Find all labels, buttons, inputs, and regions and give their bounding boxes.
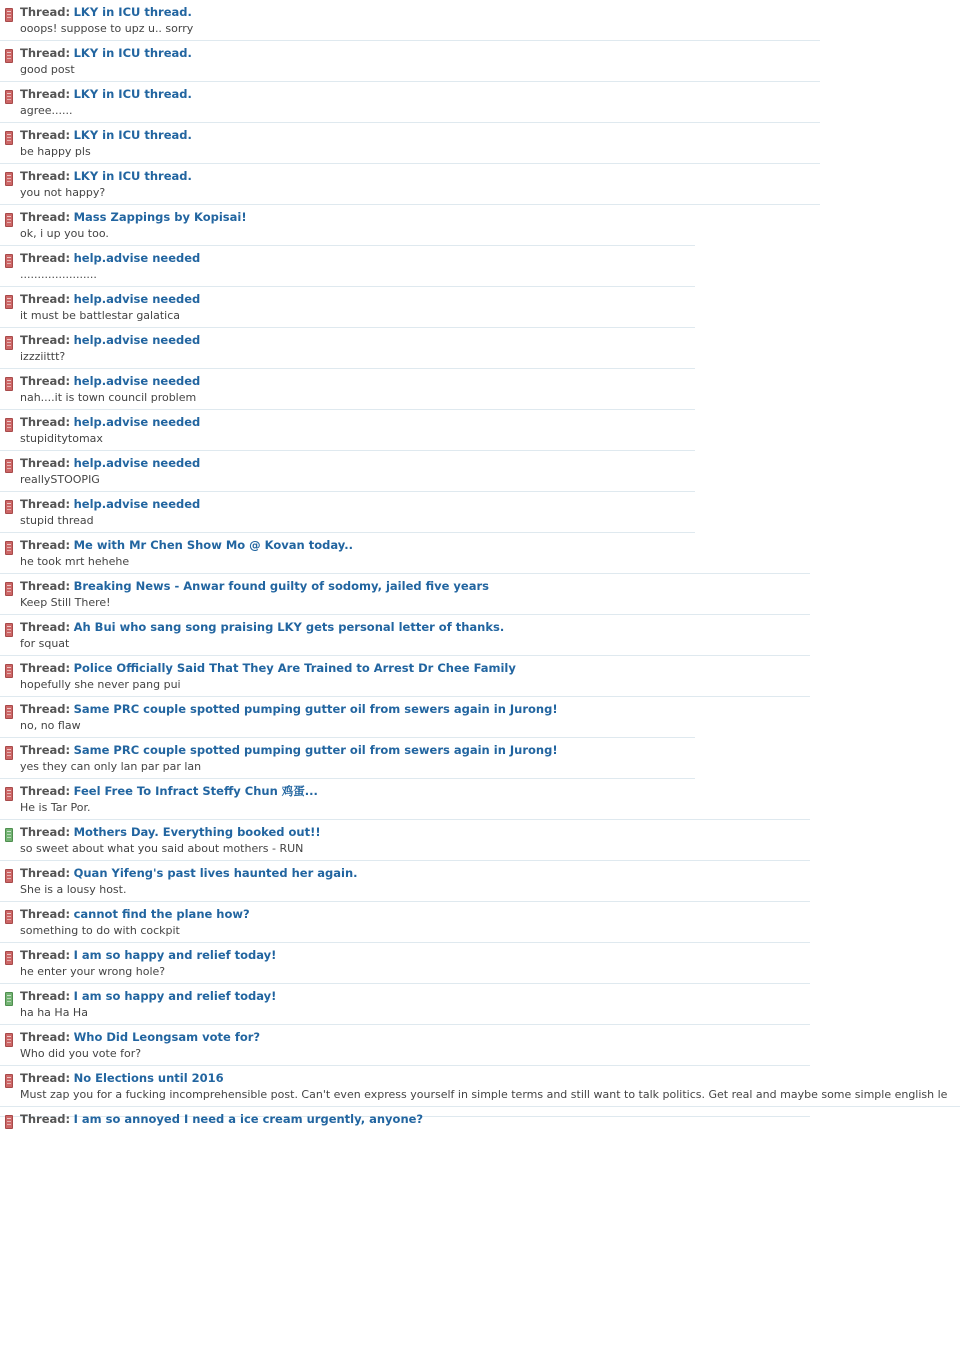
- thread-line: [20, 948, 804, 963]
- post-content: [0, 128, 820, 159]
- thread-line: [20, 907, 804, 922]
- post-content: [0, 825, 810, 856]
- post-content: [0, 661, 810, 692]
- post-row[interactable]: [0, 697, 695, 738]
- post-snippet-text: She is a lousy host.: [20, 883, 127, 896]
- post-content: [0, 1112, 810, 1127]
- thread-prefix-label: Thread:: [20, 251, 71, 265]
- thread-prefix-label: Thread:: [20, 46, 71, 60]
- thread-line: [20, 579, 804, 594]
- post-row[interactable]: [0, 246, 695, 287]
- thread-title-link[interactable]: help.advise needed: [73, 415, 201, 429]
- thread-prefix-label: Thread:: [20, 1112, 71, 1126]
- thread-prefix-label: Thread:: [20, 579, 71, 593]
- post-row[interactable]: [0, 492, 695, 533]
- post-row[interactable]: [0, 41, 820, 82]
- post-content: [0, 784, 810, 815]
- post-snippet-text: good post: [20, 63, 75, 76]
- post-row[interactable]: [0, 328, 695, 369]
- post-icon-cell: [0, 582, 18, 599]
- thread-prefix-label: Thread:: [20, 538, 71, 552]
- post-icon-cell: [0, 746, 18, 763]
- post-content: [0, 5, 820, 36]
- post-content: [0, 292, 695, 323]
- post-icon-cell: [0, 295, 18, 312]
- thread-prefix-label: Thread:: [20, 743, 71, 757]
- post-status-icon-red: [5, 295, 13, 309]
- thread-title-link[interactable]: help.advise needed: [73, 251, 201, 265]
- thread-line: [20, 87, 814, 102]
- post-snippet-text: reallySTOOPIG: [20, 473, 100, 486]
- post-row[interactable]: [0, 820, 810, 861]
- post-content: [0, 743, 695, 774]
- thread-prefix-label: Thread:: [20, 169, 71, 183]
- thread-title-link[interactable]: Mass Zappings by Kopisai!: [73, 210, 247, 224]
- post-row[interactable]: [0, 369, 695, 410]
- thread-prefix-label: Thread:: [20, 456, 71, 470]
- thread-title-link[interactable]: LKY in ICU thread.: [73, 128, 192, 142]
- post-icon-cell: [0, 377, 18, 394]
- thread-line: [20, 702, 689, 717]
- thread-line: [20, 743, 689, 758]
- post-content: [0, 1071, 960, 1102]
- post-status-icon-red: [5, 90, 13, 104]
- thread-title-link[interactable]: help.advise needed: [73, 497, 201, 511]
- post-icon-cell: [0, 90, 18, 107]
- thread-title-link[interactable]: Feel Free To Infract Steffy Chun 鸡蛋...: [73, 784, 318, 798]
- thread-title-link[interactable]: help.advise needed: [73, 333, 201, 347]
- thread-title-link[interactable]: No Elections until 2016: [73, 1071, 224, 1085]
- post-status-icon-red: [5, 705, 13, 719]
- post-icon-cell: [0, 1033, 18, 1050]
- thread-line: [20, 333, 689, 348]
- thread-line: [20, 497, 689, 512]
- post-snippet-text: ooops! suppose to upz u.. sorry: [20, 22, 194, 35]
- post-row-partial[interactable]: [0, 1107, 960, 1126]
- post-content: [0, 210, 695, 241]
- post-status-icon-red: [5, 377, 13, 391]
- thread-prefix-label: Thread:: [20, 415, 71, 429]
- thread-prefix-label: Thread:: [20, 825, 71, 839]
- thread-title-link[interactable]: help.advise needed: [73, 374, 201, 388]
- post-icon-cell: [0, 664, 18, 681]
- post-content: [0, 620, 810, 651]
- post-snippet-text: He is Tar Por.: [20, 801, 91, 814]
- post-icon-cell: [0, 623, 18, 640]
- thread-line: [20, 128, 814, 143]
- thread-title-link[interactable]: Ah Bui who sang song praising LKY gets personal letter of thanks.: [73, 620, 505, 634]
- post-snippet-text: Must zap you for a fucking incomprehensible post. Can't even express yourself in simple terms and still want to talk politics. Get real and maybe some simple english le: [20, 1088, 948, 1101]
- post-row[interactable]: [0, 574, 810, 615]
- post-status-icon-red: [5, 336, 13, 350]
- thread-line: [20, 825, 804, 840]
- thread-line: [20, 866, 804, 881]
- post-status-icon-red: [5, 131, 13, 145]
- thread-line: [20, 1071, 954, 1086]
- thread-line: [20, 1030, 804, 1045]
- thread-prefix-label: Thread:: [20, 128, 71, 142]
- thread-line: [20, 415, 689, 430]
- post-content: [0, 866, 810, 897]
- post-snippet-text: yes they can only lan par par lan: [20, 760, 202, 773]
- thread-prefix-label: Thread:: [20, 497, 71, 511]
- post-content: [0, 948, 810, 979]
- thread-line: [20, 169, 814, 184]
- thread-title-link[interactable]: Me with Mr Chen Show Mo @ Kovan today..: [73, 538, 353, 552]
- post-content: [0, 497, 695, 528]
- post-status-icon-green: [5, 828, 13, 842]
- post-row[interactable]: [0, 615, 810, 656]
- post-snippet-text: he enter your wrong hole?: [20, 965, 166, 978]
- thread-prefix-label: Thread:: [20, 948, 71, 962]
- post-row[interactable]: [0, 410, 695, 451]
- post-snippet-text: Keep Still There!: [20, 596, 111, 609]
- post-content: [0, 456, 695, 487]
- post-snippet-text: no, no flaw: [20, 719, 81, 732]
- post-icon-cell: [0, 1115, 18, 1132]
- post-content: [0, 538, 810, 569]
- post-icon-cell: [0, 951, 18, 968]
- post-snippet-text: izzziittt?: [20, 350, 66, 363]
- thread-title-link[interactable]: help.advise needed: [73, 456, 201, 470]
- thread-prefix-label: Thread:: [20, 1030, 71, 1044]
- post-icon-cell: [0, 500, 18, 517]
- post-icon-cell: [0, 705, 18, 722]
- thread-title-link[interactable]: help.advise needed: [73, 292, 201, 306]
- post-status-icon-red: [5, 1115, 13, 1129]
- thread-prefix-label: Thread:: [20, 866, 71, 880]
- post-icon-cell: [0, 787, 18, 804]
- thread-title-link[interactable]: I am so happy and relief today!: [73, 989, 277, 1003]
- post-row[interactable]: [0, 0, 820, 41]
- post-row[interactable]: [0, 451, 695, 492]
- post-row[interactable]: [0, 1107, 810, 1126]
- post-row[interactable]: [0, 984, 810, 1025]
- thread-prefix-label: Thread:: [20, 702, 71, 716]
- post-status-icon-red: [5, 623, 13, 637]
- post-icon-cell: [0, 8, 18, 25]
- post-content: [0, 374, 695, 405]
- post-snippet-text: stupiditytomax: [20, 432, 103, 445]
- thread-title-link[interactable]: I am so annoyed I need a ice cream urgently, anyone?: [73, 1112, 424, 1126]
- thread-title-link[interactable]: Mothers Day. Everything booked out!!: [73, 825, 321, 839]
- post-status-icon-red: [5, 500, 13, 514]
- post-snippet-text: be happy pls: [20, 145, 91, 158]
- thread-title-link[interactable]: Breaking News - Anwar found guilty of sodomy, jailed five years: [73, 579, 489, 593]
- post-content: [0, 579, 810, 610]
- thread-prefix-label: Thread:: [20, 87, 71, 101]
- thread-title-link[interactable]: LKY in ICU thread.: [73, 46, 192, 60]
- post-row[interactable]: [0, 656, 810, 697]
- post-content: [0, 907, 810, 938]
- post-content: [0, 46, 820, 77]
- post-content: [0, 333, 695, 364]
- post-snippet-text: he took mrt hehehe: [20, 555, 130, 568]
- post-status-icon-red: [5, 459, 13, 473]
- post-status-icon-red: [5, 787, 13, 801]
- thread-line: [20, 1112, 804, 1127]
- post-snippet-text: nah....it is town council problem: [20, 391, 197, 404]
- post-row[interactable]: [0, 82, 820, 123]
- post-icon-cell: [0, 254, 18, 271]
- page-blank-area: [0, 1116, 960, 1356]
- post-row[interactable]: [0, 287, 695, 328]
- thread-title-link[interactable]: I am so happy and relief today!: [73, 948, 277, 962]
- post-icon-cell: [0, 828, 18, 845]
- post-snippet-text: Who did you vote for?: [20, 1047, 142, 1060]
- post-status-icon-red: [5, 951, 13, 965]
- post-status-icon-red: [5, 213, 13, 227]
- thread-prefix-label: Thread:: [20, 374, 71, 388]
- post-snippet-text: something to do with cockpit: [20, 924, 180, 937]
- post-icon-cell: [0, 869, 18, 886]
- thread-prefix-label: Thread:: [20, 907, 71, 921]
- post-snippet-text: for squat: [20, 637, 70, 650]
- post-icon-cell: [0, 418, 18, 435]
- post-snippet-text: hopefully she never pang pui: [20, 678, 181, 691]
- post-content: [0, 251, 695, 282]
- post-status-icon-red: [5, 746, 13, 760]
- post-status-icon-red: [5, 254, 13, 268]
- thread-prefix-label: Thread:: [20, 292, 71, 306]
- thread-line: [20, 251, 689, 266]
- post-status-icon-red: [5, 582, 13, 596]
- thread-prefix-label: Thread:: [20, 333, 71, 347]
- post-row[interactable]: [0, 164, 820, 205]
- thread-line: [20, 374, 689, 389]
- post-snippet-text: agree......: [20, 104, 73, 117]
- post-snippet-text: so sweet about what you said about mothers - RUN: [20, 842, 304, 855]
- post-status-icon-red: [5, 910, 13, 924]
- thread-title-link[interactable]: LKY in ICU thread.: [73, 169, 192, 183]
- thread-prefix-label: Thread:: [20, 210, 71, 224]
- post-status-icon-red: [5, 869, 13, 883]
- post-icon-cell: [0, 992, 18, 1009]
- post-status-icon-red: [5, 1074, 13, 1088]
- thread-line: [20, 5, 814, 20]
- thread-title-link[interactable]: Same PRC couple spotted pumping gutter oil from sewers again in Jurong!: [73, 743, 558, 757]
- post-row[interactable]: [0, 943, 810, 984]
- thread-line: [20, 210, 689, 225]
- post-row[interactable]: [0, 123, 820, 164]
- post-status-icon-red: [5, 664, 13, 678]
- post-icon-cell: [0, 910, 18, 927]
- post-icon-cell: [0, 213, 18, 230]
- post-row[interactable]: [0, 533, 810, 574]
- post-row[interactable]: [0, 1025, 810, 1066]
- thread-title-link[interactable]: LKY in ICU thread.: [73, 87, 192, 101]
- post-icon-cell: [0, 459, 18, 476]
- post-row[interactable]: [0, 1066, 960, 1107]
- thread-line: [20, 661, 804, 676]
- post-row[interactable]: [0, 861, 810, 902]
- thread-line: [20, 620, 804, 635]
- thread-line: [20, 784, 804, 799]
- post-status-icon-red: [5, 418, 13, 432]
- post-row[interactable]: [0, 902, 810, 943]
- thread-prefix-label: Thread:: [20, 784, 71, 798]
- thread-title-link[interactable]: Same PRC couple spotted pumping gutter oil from sewers again in Jurong!: [73, 702, 558, 716]
- post-status-icon-green: [5, 992, 13, 1006]
- thread-line: [20, 538, 804, 553]
- post-icon-cell: [0, 336, 18, 353]
- thread-title-link[interactable]: Who Did Leongsam vote for?: [73, 1030, 261, 1044]
- post-snippet-text: it must be battlestar galatica: [20, 309, 180, 322]
- post-content: [0, 1030, 810, 1061]
- post-snippet-text: ......................: [20, 268, 97, 281]
- thread-prefix-label: Thread:: [20, 661, 71, 675]
- post-content: [0, 989, 810, 1020]
- thread-line: [20, 456, 689, 471]
- post-icon-cell: [0, 541, 18, 558]
- post-content: [0, 169, 820, 200]
- post-status-icon-red: [5, 172, 13, 186]
- post-icon-cell: [0, 131, 18, 148]
- thread-prefix-label: Thread:: [20, 620, 71, 634]
- post-icon-cell: [0, 172, 18, 189]
- thread-title-link[interactable]: Police Officially Said That They Are Trained to Arrest Dr Chee Family: [73, 661, 516, 675]
- post-icon-cell: [0, 49, 18, 66]
- thread-prefix-label: Thread:: [20, 989, 71, 1003]
- thread-title-link[interactable]: LKY in ICU thread.: [73, 5, 192, 19]
- post-snippet-text: ok, i up you too.: [20, 227, 109, 240]
- post-status-icon-red: [5, 1033, 13, 1047]
- post-row[interactable]: [0, 205, 695, 246]
- post-icon-cell: [0, 1074, 18, 1091]
- thread-prefix-label: Thread:: [20, 1071, 71, 1085]
- thread-line: [20, 989, 804, 1004]
- post-content: [0, 702, 695, 733]
- thread-title-link[interactable]: Quan Yifeng's past lives haunted her again.: [73, 866, 358, 880]
- thread-line: [20, 292, 689, 307]
- post-content: [0, 87, 820, 118]
- post-snippet-text: you not happy?: [20, 186, 106, 199]
- post-row[interactable]: [0, 779, 810, 820]
- post-status-icon-red: [5, 49, 13, 63]
- post-snippet-text: ha ha Ha Ha: [20, 1006, 88, 1019]
- post-row[interactable]: [0, 738, 695, 779]
- thread-title-link[interactable]: cannot find the plane how?: [73, 907, 250, 921]
- post-snippet-text: stupid thread: [20, 514, 94, 527]
- post-status-icon-red: [5, 8, 13, 22]
- post-status-icon-red: [5, 541, 13, 555]
- post-content: [0, 415, 695, 446]
- thread-prefix-label: Thread:: [20, 5, 71, 19]
- thread-line: [20, 46, 814, 61]
